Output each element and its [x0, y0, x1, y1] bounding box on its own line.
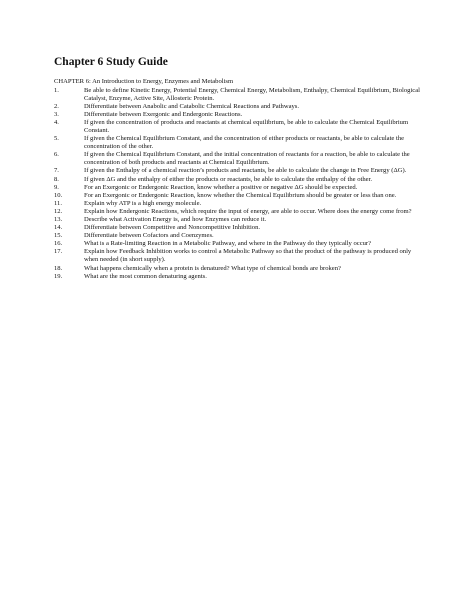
list-item	[54, 119, 422, 135]
item-number: 17.	[54, 248, 63, 256]
list-item	[54, 265, 422, 273]
list-item	[54, 111, 422, 119]
list-item	[54, 273, 422, 281]
item-text: If given the Chemical Equilibrium Constant, and the initial concentration of reactants for a reaction, be able to calculate the concentration of both products and reactants at Chemical Equilibrium.	[84, 151, 410, 167]
list-item	[54, 176, 422, 184]
item-text: Explain how Feedback Inhibition works to control a Metabolic Pathway so that the product of the pathway is produced only when needed (in short supply).	[84, 248, 412, 264]
item-text: What are the most common denaturing agents.	[84, 272, 207, 280]
item-number: 15.	[54, 232, 63, 240]
list-item	[54, 167, 422, 175]
item-text: For an Exergonic or Endergonic Reaction, know whether a positive or negative ΔG should be expected.	[84, 183, 358, 191]
list-item	[54, 200, 422, 208]
chapter-heading: CHAPTER 6: An Introduction to Energy, Enzymes and Metabolism	[54, 78, 234, 85]
item-number: 16.	[54, 240, 63, 248]
item-text: Differentiate between Competitive and Noncompetitive Inhibition.	[84, 224, 261, 232]
list-item	[54, 248, 422, 264]
item-number: 1.	[54, 86, 59, 94]
list-item	[54, 240, 422, 248]
item-text: What is a Rate-limiting Reaction in a Metabolic Pathway, and where in the Pathway do they typically occur?	[84, 240, 372, 248]
item-text: Be able to define Kinetic Energy, Potential Energy, Chemical Energy, Metabolism, Enthalpy, Chemical Equilibrium, Biological Catalyst, Enzyme, Active Site, Allosteric Protein.	[84, 86, 420, 102]
list-item	[54, 224, 422, 232]
item-number: 3.	[54, 110, 59, 118]
page-title: Chapter 6 Study Guide	[54, 56, 168, 68]
item-text: If given the concentration of products and reactants at chemical equilibrium, be able to calculate the Chemical Equilibrium Constant.	[84, 118, 409, 134]
list-item	[54, 103, 422, 111]
item-text: Explain how Endergonic Reactions, which require the input of energy, are able to occur. Where does the energy come from?	[84, 207, 412, 215]
item-number: 8.	[54, 175, 59, 183]
item-number: 19.	[54, 272, 63, 280]
item-number: 7.	[54, 167, 59, 175]
list-item	[54, 232, 422, 240]
item-text: If given the Chemical Equilibrium Constant, and the concentration of either products or reactants, be able to calculate the concentration of the other.	[84, 135, 405, 151]
list-item	[54, 216, 422, 224]
item-text: If given the Enthalpy of a chemical reaction’s products and reactants, be able to calculate the change in Free Energy (ΔG).	[84, 167, 407, 175]
item-text: Differentiate between Exergonic and Endergonic Reactions.	[84, 110, 243, 118]
item-text: Differentiate between Anabolic and Catabolic Chemical Reactions and Pathways.	[84, 102, 300, 110]
item-number: 2.	[54, 102, 59, 110]
list-item	[54, 208, 422, 216]
item-number: 13.	[54, 216, 63, 223]
item-number: 5.	[54, 135, 59, 143]
item-number: 14.	[54, 224, 63, 232]
item-text: For an Exergonic or Endergonic Reaction, know whether the Chemical Equilibrium should be greater or less than one.	[84, 191, 397, 199]
study-question-list	[54, 87, 422, 281]
list-item	[54, 184, 422, 192]
item-text: If given ΔG and the enthalpy of either the products or reactants, be able to calculate the enthalpy of the other.	[84, 175, 373, 183]
item-number: 11.	[54, 199, 62, 207]
list-item	[54, 192, 422, 200]
item-text: What happens chemically when a protein is denatured? What type of chemical bonds are broken?	[84, 264, 341, 272]
item-number: 4.	[54, 118, 59, 126]
list-item	[54, 151, 422, 167]
item-number: 18.	[54, 264, 63, 272]
item-text: Describe what Activation Energy is, and how Enzymes can reduce it.	[84, 216, 267, 223]
item-text: Explain why ATP is a high energy molecule.	[84, 199, 202, 207]
item-number: 10.	[54, 191, 63, 199]
item-number: 6.	[54, 151, 59, 159]
item-number: 12.	[54, 207, 63, 215]
list-item	[54, 135, 422, 151]
item-text: Differentiate between Cofactors and Coenzymes.	[84, 232, 214, 240]
item-number: 9.	[54, 183, 59, 191]
list-item	[54, 87, 422, 103]
